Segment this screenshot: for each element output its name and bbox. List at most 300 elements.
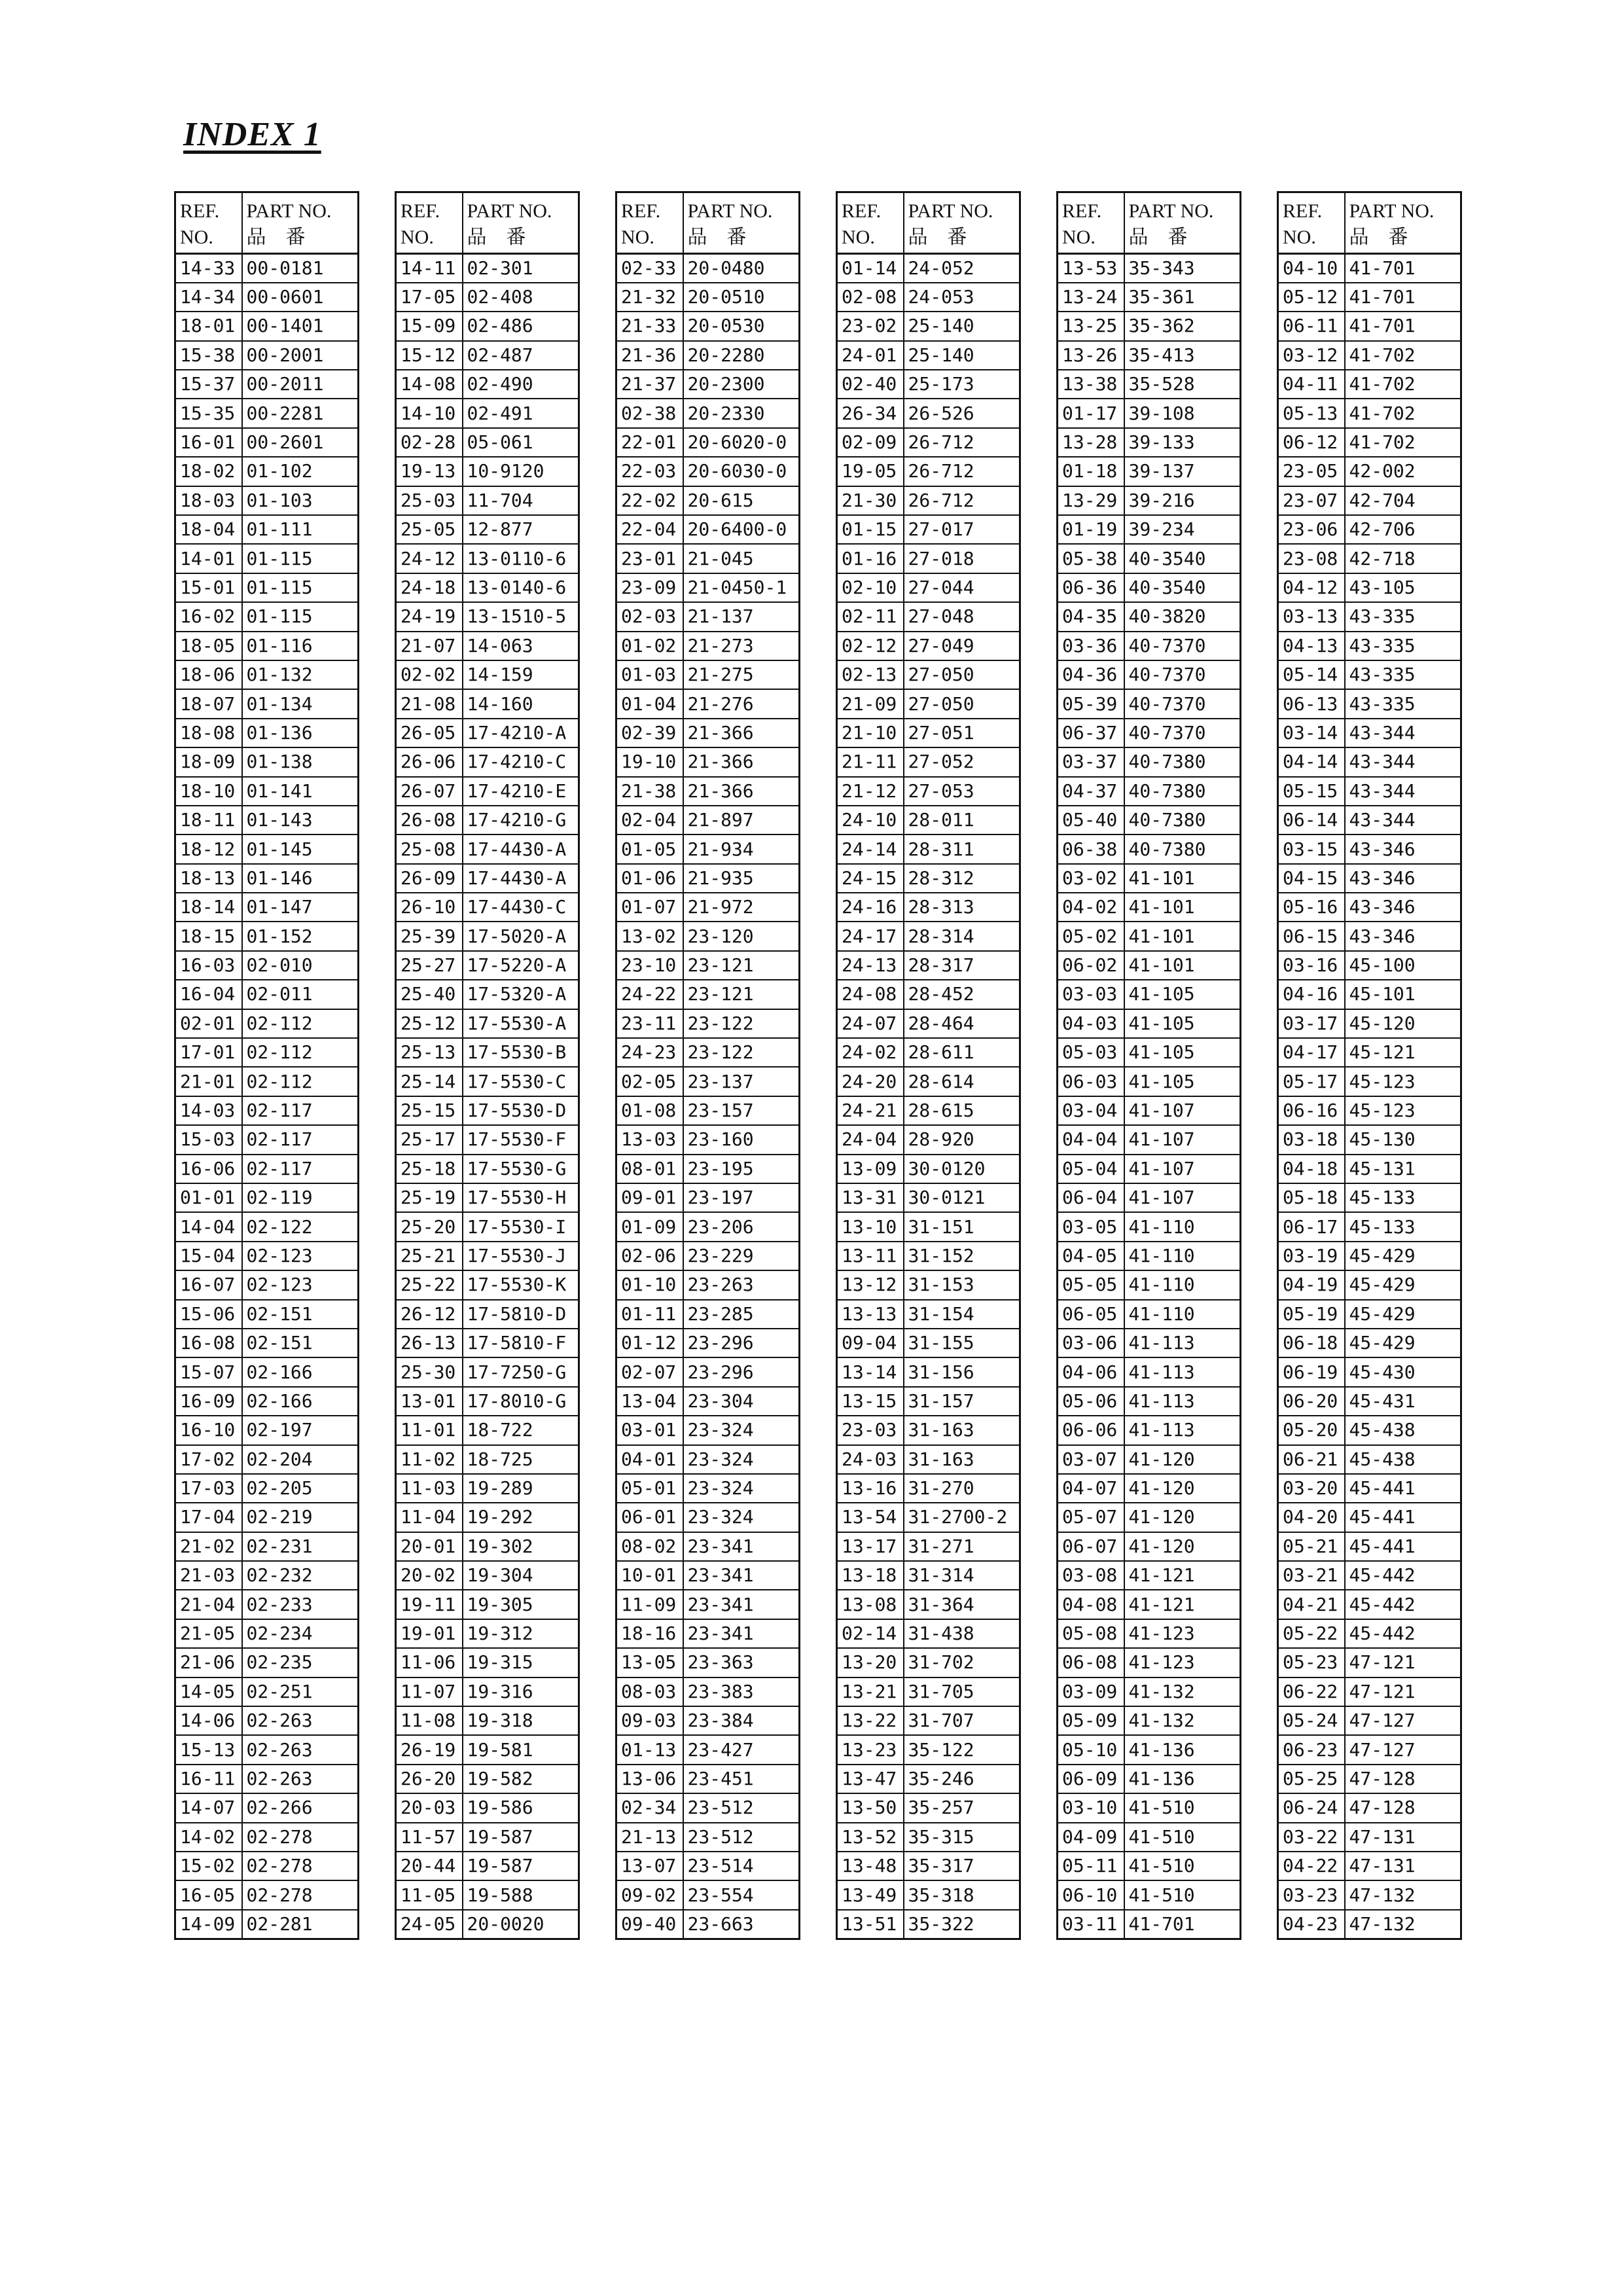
part-no-cell: 18-725 xyxy=(463,1445,579,1474)
ref-no-cell: 24-13 xyxy=(837,951,904,980)
ref-no-cell: 11-06 xyxy=(396,1648,463,1677)
part-no-cell: 47-121 xyxy=(1345,1677,1461,1706)
table-row xyxy=(837,1329,1020,1357)
table-row xyxy=(175,370,359,399)
table-header-row xyxy=(616,192,800,254)
ref-no-cell: 05-02 xyxy=(1058,922,1124,950)
part-no-cell: 23-341 xyxy=(683,1561,800,1590)
table-row xyxy=(837,1067,1020,1096)
table-row xyxy=(396,1270,579,1299)
ref-no-cell: 18-16 xyxy=(616,1619,683,1648)
table-row xyxy=(1058,951,1241,980)
ref-no-cell: 11-07 xyxy=(396,1677,463,1706)
part-no-cell: 01-115 xyxy=(242,602,359,631)
ref-no-cell: 06-14 xyxy=(1278,806,1345,834)
table-row xyxy=(1058,341,1241,370)
part-no-cell: 35-528 xyxy=(1124,370,1241,399)
ref-no-cell: 01-10 xyxy=(616,1270,683,1299)
ref-no-cell: 13-06 xyxy=(616,1765,683,1793)
part-no-cell: 40-7370 xyxy=(1124,632,1241,660)
table-row xyxy=(396,1300,579,1329)
table-row xyxy=(837,573,1020,602)
table-row xyxy=(1058,370,1241,399)
table-row xyxy=(396,1067,579,1096)
part-no-cell: 41-110 xyxy=(1124,1242,1241,1270)
part-no-cell: 35-343 xyxy=(1124,254,1241,283)
ref-no-cell: 05-06 xyxy=(1058,1387,1124,1416)
part-no-cell: 31-163 xyxy=(904,1445,1020,1474)
ref-no-cell: 01-19 xyxy=(1058,515,1124,544)
part-no-cell: 17-5530-D xyxy=(463,1096,579,1125)
ref-no-cell: 03-10 xyxy=(1058,1793,1124,1822)
ref-no-cell: 02-06 xyxy=(616,1242,683,1270)
part-header-line1: PART NO. xyxy=(687,200,773,222)
part-no-cell: 02-204 xyxy=(242,1445,359,1474)
table-row xyxy=(1278,1474,1461,1503)
part-no-cell: 02-278 xyxy=(242,1880,359,1909)
part-no-cell: 31-438 xyxy=(904,1619,1020,1648)
part-no-cell: 20-0020 xyxy=(463,1910,579,1939)
table-row xyxy=(837,1765,1020,1793)
ref-no-cell: 09-03 xyxy=(616,1706,683,1735)
part-no-cell: 23-121 xyxy=(683,951,800,980)
part-no-cell: 02-205 xyxy=(242,1474,359,1503)
part-no-cell: 31-153 xyxy=(904,1270,1020,1299)
ref-no-cell: 19-01 xyxy=(396,1619,463,1648)
table-row xyxy=(1278,1387,1461,1416)
ref-no-cell: 14-01 xyxy=(175,544,242,573)
table-row xyxy=(1278,1677,1461,1706)
ref-no-cell: 25-05 xyxy=(396,515,463,544)
part-no-cell: 17-4210-E xyxy=(463,777,579,806)
table-row xyxy=(1058,1067,1241,1096)
part-no-cell: 41-107 xyxy=(1124,1096,1241,1125)
ref-no-cell: 23-02 xyxy=(837,312,904,340)
part-no-cell: 17-4210-C xyxy=(463,747,579,776)
part-no-cell: 17-5220-A xyxy=(463,951,579,980)
part-header-line1: PART NO. xyxy=(908,200,993,222)
part-no-cell: 19-586 xyxy=(463,1793,579,1822)
table-row xyxy=(1058,1096,1241,1125)
part-no-cell: 43-344 xyxy=(1345,777,1461,806)
table-row xyxy=(616,1125,800,1154)
part-no-cell: 25-140 xyxy=(904,341,1020,370)
table-row xyxy=(837,544,1020,573)
table-row xyxy=(396,457,579,486)
part-no-cell: 21-366 xyxy=(683,747,800,776)
table-row xyxy=(616,1590,800,1619)
part-no-cell: 41-105 xyxy=(1124,1038,1241,1067)
ref-no-cell: 13-18 xyxy=(837,1561,904,1590)
ref-no-cell: 13-25 xyxy=(1058,312,1124,340)
part-no-cell: 00-2281 xyxy=(242,399,359,427)
ref-no-cell: 04-23 xyxy=(1278,1910,1345,1939)
ref-header-line1: REF. xyxy=(1283,200,1323,222)
part-no-cell: 17-8010-G xyxy=(463,1387,579,1416)
part-no-cell: 21-276 xyxy=(683,689,800,718)
ref-no-cell: 11-02 xyxy=(396,1445,463,1474)
ref-no-cell: 16-01 xyxy=(175,428,242,457)
ref-no-cell: 13-01 xyxy=(396,1387,463,1416)
ref-no-cell: 13-54 xyxy=(837,1503,904,1532)
table-row xyxy=(175,1619,359,1648)
table-row xyxy=(175,1706,359,1735)
part-no-cell: 45-130 xyxy=(1345,1125,1461,1154)
part-no-cell: 02-119 xyxy=(242,1183,359,1212)
part-no-cell: 35-322 xyxy=(904,1910,1020,1939)
ref-no-cell: 06-05 xyxy=(1058,1300,1124,1329)
part-no-cell: 47-127 xyxy=(1345,1735,1461,1764)
table-row xyxy=(837,1357,1020,1386)
part-no-cell: 43-346 xyxy=(1345,893,1461,922)
table-row xyxy=(175,747,359,776)
part-no-cell: 17-4210-A xyxy=(463,719,579,747)
part-no-cell: 02-251 xyxy=(242,1677,359,1706)
part-no-cell: 02-263 xyxy=(242,1735,359,1764)
table-row xyxy=(396,1445,579,1474)
part-no-cell: 01-111 xyxy=(242,515,359,544)
table-row xyxy=(1058,1503,1241,1532)
table-row xyxy=(616,1387,800,1416)
table-row xyxy=(616,1648,800,1677)
table-row xyxy=(175,312,359,340)
part-no-cell: 39-216 xyxy=(1124,486,1241,515)
part-no-cell: 47-131 xyxy=(1345,1852,1461,1880)
table-row xyxy=(616,486,800,515)
table-row xyxy=(616,1242,800,1270)
page-title: INDEX 1 xyxy=(183,116,321,153)
table-row xyxy=(396,1242,579,1270)
part-no-cell: 26-712 xyxy=(904,486,1020,515)
ref-no-cell: 02-11 xyxy=(837,602,904,631)
table-row xyxy=(396,1619,579,1648)
ref-no-cell: 13-21 xyxy=(837,1677,904,1706)
part-no-cell: 02-011 xyxy=(242,980,359,1009)
table-row xyxy=(1058,1619,1241,1648)
ref-no-cell: 03-09 xyxy=(1058,1677,1124,1706)
part-no-cell: 23-427 xyxy=(683,1735,800,1764)
ref-no-cell: 05-21 xyxy=(1278,1532,1345,1561)
ref-no-cell: 04-05 xyxy=(1058,1242,1124,1270)
ref-no-cell: 02-39 xyxy=(616,719,683,747)
table-row xyxy=(616,1096,800,1125)
part-no-cell: 42-704 xyxy=(1345,486,1461,515)
part-no-cell: 41-107 xyxy=(1124,1155,1241,1183)
table-row xyxy=(616,1677,800,1706)
table-row xyxy=(616,283,800,312)
part-no-cell: 23-324 xyxy=(683,1416,800,1444)
table-row xyxy=(837,399,1020,427)
ref-no-cell: 14-02 xyxy=(175,1823,242,1852)
ref-no-cell: 13-26 xyxy=(1058,341,1124,370)
ref-no-cell: 09-01 xyxy=(616,1183,683,1212)
table-row xyxy=(396,1561,579,1590)
table-row xyxy=(1278,1445,1461,1474)
table-row xyxy=(1058,980,1241,1009)
ref-no-cell: 21-04 xyxy=(175,1590,242,1619)
table-row xyxy=(616,893,800,922)
table-row xyxy=(616,951,800,980)
table-row xyxy=(616,922,800,950)
part-no-cell: 41-702 xyxy=(1345,341,1461,370)
part-no-cell: 45-429 xyxy=(1345,1242,1461,1270)
part-no-cell: 02-232 xyxy=(242,1561,359,1590)
table-row xyxy=(837,834,1020,863)
ref-no-cell: 04-35 xyxy=(1058,602,1124,631)
ref-no-cell: 15-07 xyxy=(175,1357,242,1386)
ref-no-cell: 14-04 xyxy=(175,1212,242,1241)
ref-no-cell: 24-14 xyxy=(837,834,904,863)
table-row xyxy=(837,1677,1020,1706)
part-no-cell: 40-3540 xyxy=(1124,544,1241,573)
ref-no-cell: 05-25 xyxy=(1278,1765,1345,1793)
part-no-cell: 41-105 xyxy=(1124,1009,1241,1038)
ref-no-cell: 16-05 xyxy=(175,1880,242,1909)
ref-no-cell: 16-08 xyxy=(175,1329,242,1357)
ref-no-cell: 23-03 xyxy=(837,1416,904,1444)
part-no-cell: 41-702 xyxy=(1345,370,1461,399)
table-row xyxy=(396,1590,579,1619)
part-no-cell: 41-105 xyxy=(1124,980,1241,1009)
table-row xyxy=(1278,951,1461,980)
part-no-cell: 27-049 xyxy=(904,632,1020,660)
table-row xyxy=(837,777,1020,806)
part-no-cell: 28-614 xyxy=(904,1067,1020,1096)
table-row xyxy=(837,428,1020,457)
ref-no-cell: 17-05 xyxy=(396,283,463,312)
ref-no-cell: 02-05 xyxy=(616,1067,683,1096)
table-row xyxy=(396,1532,579,1561)
ref-no-cell: 06-38 xyxy=(1058,834,1124,863)
table-row xyxy=(616,632,800,660)
part-header-line1: PART NO. xyxy=(246,200,332,222)
part-no-cell: 14-063 xyxy=(463,632,579,660)
part-no-cell: 23-137 xyxy=(683,1067,800,1096)
ref-no-cell: 05-15 xyxy=(1278,777,1345,806)
ref-no-cell: 05-03 xyxy=(1058,1038,1124,1067)
part-no-cell: 45-430 xyxy=(1345,1357,1461,1386)
part-header-line2: 品 番 xyxy=(467,226,526,248)
ref-no-cell: 13-48 xyxy=(837,1852,904,1880)
ref-no-cell: 11-01 xyxy=(396,1416,463,1444)
ref-no-cell: 18-04 xyxy=(175,515,242,544)
ref-no-cell: 21-38 xyxy=(616,777,683,806)
part-no-cell: 23-285 xyxy=(683,1300,800,1329)
part-no-cell: 31-705 xyxy=(904,1677,1020,1706)
table-row xyxy=(396,1648,579,1677)
table-row xyxy=(837,1561,1020,1590)
part-no-cell: 14-159 xyxy=(463,660,579,689)
table-row xyxy=(175,341,359,370)
part-no-cell: 21-935 xyxy=(683,864,800,893)
table-row xyxy=(837,689,1020,718)
table-row xyxy=(175,660,359,689)
table-row xyxy=(1058,1677,1241,1706)
ref-no-cell: 18-12 xyxy=(175,834,242,863)
table-row xyxy=(175,428,359,457)
table-row xyxy=(616,1532,800,1561)
ref-no-cell: 21-11 xyxy=(837,747,904,776)
ref-no-cell: 13-51 xyxy=(837,1910,904,1939)
table-row xyxy=(616,834,800,863)
table-row xyxy=(616,1038,800,1067)
part-no-cell: 45-101 xyxy=(1345,980,1461,1009)
part-no-cell: 41-105 xyxy=(1124,1067,1241,1096)
part-no-cell: 35-315 xyxy=(904,1823,1020,1852)
ref-no-cell: 06-19 xyxy=(1278,1357,1345,1386)
table-row xyxy=(175,777,359,806)
table-row xyxy=(396,1416,579,1444)
table-row xyxy=(616,544,800,573)
part-header-line2: 品 番 xyxy=(246,226,306,248)
part-no-cell: 00-2011 xyxy=(242,370,359,399)
part-no-cell: 41-121 xyxy=(1124,1590,1241,1619)
ref-no-cell: 02-07 xyxy=(616,1357,683,1386)
table-row xyxy=(837,1242,1020,1270)
part-no-cell: 41-132 xyxy=(1124,1706,1241,1735)
table-row xyxy=(1278,1561,1461,1590)
part-no-cell: 42-002 xyxy=(1345,457,1461,486)
table-row xyxy=(1278,254,1461,283)
part-no-cell: 23-120 xyxy=(683,922,800,950)
table-row xyxy=(175,1329,359,1357)
table-row xyxy=(175,1765,359,1793)
table-row xyxy=(396,1793,579,1822)
part-no-cell: 45-121 xyxy=(1345,1038,1461,1067)
ref-header-line2: NO. xyxy=(180,226,213,248)
part-no-header xyxy=(1124,192,1241,254)
ref-no-cell: 05-16 xyxy=(1278,893,1345,922)
table-row xyxy=(616,689,800,718)
ref-no-cell: 06-09 xyxy=(1058,1765,1124,1793)
table-row xyxy=(837,1503,1020,1532)
part-no-cell: 45-120 xyxy=(1345,1009,1461,1038)
ref-no-cell: 15-02 xyxy=(175,1852,242,1880)
ref-no-cell: 15-04 xyxy=(175,1242,242,1270)
ref-no-cell: 13-52 xyxy=(837,1823,904,1852)
ref-no-cell: 23-10 xyxy=(616,951,683,980)
ref-no-cell: 01-03 xyxy=(616,660,683,689)
ref-no-cell: 11-08 xyxy=(396,1706,463,1735)
part-no-cell: 02-487 xyxy=(463,341,579,370)
part-no-cell: 02-490 xyxy=(463,370,579,399)
table-row xyxy=(1278,922,1461,950)
table-row xyxy=(837,1706,1020,1735)
ref-no-cell: 04-13 xyxy=(1278,632,1345,660)
ref-no-cell: 04-01 xyxy=(616,1445,683,1474)
ref-no-cell: 13-11 xyxy=(837,1242,904,1270)
part-no-cell: 31-155 xyxy=(904,1329,1020,1357)
ref-no-cell: 14-08 xyxy=(396,370,463,399)
ref-no-cell: 04-04 xyxy=(1058,1125,1124,1154)
index-table xyxy=(836,191,1021,1940)
ref-no-cell: 05-39 xyxy=(1058,689,1124,718)
part-no-cell: 41-123 xyxy=(1124,1619,1241,1648)
ref-no-cell: 24-04 xyxy=(837,1125,904,1154)
table-row xyxy=(396,1155,579,1183)
table-row xyxy=(837,602,1020,631)
table-row xyxy=(616,1765,800,1793)
table-row xyxy=(1278,1329,1461,1357)
ref-no-cell: 02-02 xyxy=(396,660,463,689)
table-row xyxy=(175,457,359,486)
table-row xyxy=(837,1793,1020,1822)
part-no-cell: 23-324 xyxy=(683,1445,800,1474)
table-row xyxy=(175,1910,359,1939)
part-no-cell: 01-145 xyxy=(242,834,359,863)
part-header-line2: 品 番 xyxy=(1128,226,1188,248)
ref-no-cell: 05-01 xyxy=(616,1474,683,1503)
part-no-cell: 26-712 xyxy=(904,457,1020,486)
table-row xyxy=(396,806,579,834)
part-no-cell: 41-701 xyxy=(1124,1910,1241,1939)
table-row xyxy=(396,1038,579,1067)
part-no-cell: 23-296 xyxy=(683,1357,800,1386)
ref-no-cell: 18-08 xyxy=(175,719,242,747)
part-no-cell: 20-0480 xyxy=(683,254,800,283)
table-row xyxy=(1278,689,1461,718)
ref-no-cell: 23-09 xyxy=(616,573,683,602)
ref-no-cell: 04-11 xyxy=(1278,370,1345,399)
part-no-cell: 45-123 xyxy=(1345,1096,1461,1125)
table-row xyxy=(1058,1910,1241,1939)
table-row xyxy=(837,1910,1020,1939)
ref-no-cell: 10-01 xyxy=(616,1561,683,1590)
table-row xyxy=(175,544,359,573)
index-table xyxy=(174,191,359,1940)
ref-no-cell: 06-18 xyxy=(1278,1329,1345,1357)
part-no-cell: 41-136 xyxy=(1124,1765,1241,1793)
part-no-cell: 43-344 xyxy=(1345,806,1461,834)
ref-no-cell: 24-08 xyxy=(837,980,904,1009)
table-row xyxy=(175,1416,359,1444)
table-row xyxy=(175,834,359,863)
table-row xyxy=(1058,1532,1241,1561)
part-no-cell: 41-113 xyxy=(1124,1329,1241,1357)
part-no-cell: 31-271 xyxy=(904,1532,1020,1561)
table-row xyxy=(616,341,800,370)
table-row xyxy=(1278,1793,1461,1822)
ref-no-cell: 01-12 xyxy=(616,1329,683,1357)
table-row xyxy=(1278,1823,1461,1852)
ref-no-cell: 17-01 xyxy=(175,1038,242,1067)
ref-no-header xyxy=(837,192,904,254)
part-no-cell: 40-7380 xyxy=(1124,747,1241,776)
ref-no-cell: 02-28 xyxy=(396,428,463,457)
ref-no-cell: 14-11 xyxy=(396,254,463,283)
part-no-cell: 17-5810-F xyxy=(463,1329,579,1357)
table-row xyxy=(1058,922,1241,950)
ref-no-cell: 25-13 xyxy=(396,1038,463,1067)
table-row xyxy=(616,1880,800,1909)
part-no-cell: 23-363 xyxy=(683,1648,800,1677)
ref-no-cell: 14-05 xyxy=(175,1677,242,1706)
part-no-cell: 01-102 xyxy=(242,457,359,486)
table-row xyxy=(616,1212,800,1241)
ref-no-cell: 24-23 xyxy=(616,1038,683,1067)
ref-no-cell: 03-22 xyxy=(1278,1823,1345,1852)
ref-no-cell: 06-21 xyxy=(1278,1445,1345,1474)
ref-no-cell: 21-02 xyxy=(175,1532,242,1561)
ref-no-cell: 06-13 xyxy=(1278,689,1345,718)
table-row xyxy=(837,951,1020,980)
ref-no-cell: 04-09 xyxy=(1058,1823,1124,1852)
table-row xyxy=(175,1445,359,1474)
part-no-cell: 17-5320-A xyxy=(463,980,579,1009)
ref-no-cell: 14-10 xyxy=(396,399,463,427)
ref-no-cell: 13-50 xyxy=(837,1793,904,1822)
table-row xyxy=(396,428,579,457)
